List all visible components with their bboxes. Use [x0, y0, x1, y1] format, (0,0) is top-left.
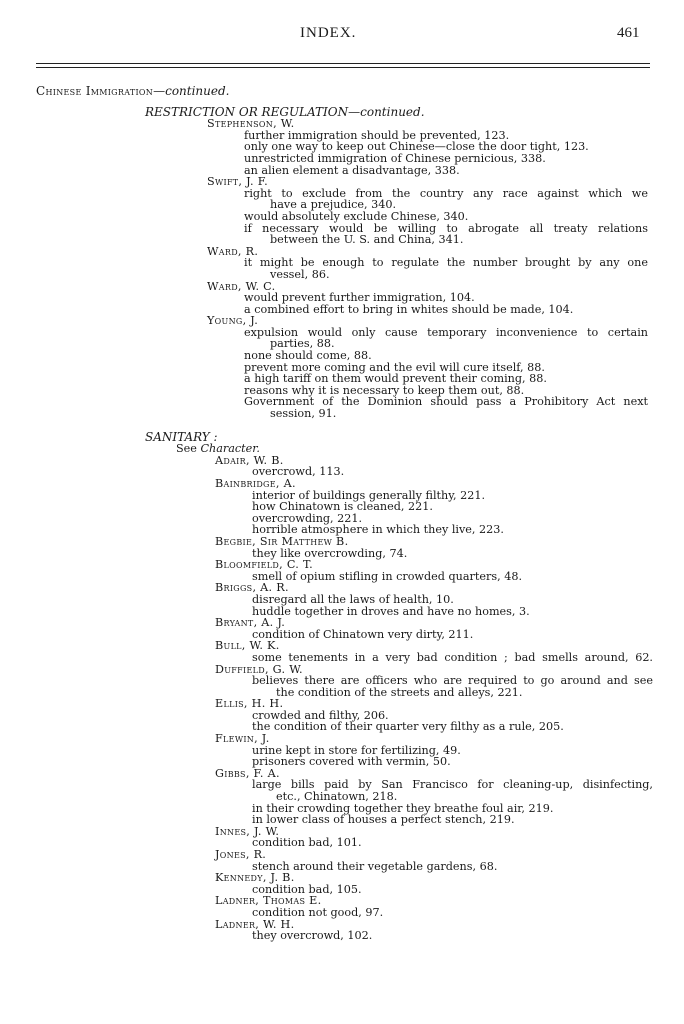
- entry-name: Briggs, A. R.: [215, 581, 289, 595]
- entry-text: horrible atmosphere in which they live, 223.: [252, 523, 504, 537]
- entry-text: it might be enough to regulate the number brought by any one: [244, 256, 648, 270]
- entry-text: a combined effort to bring in whites should be made, 104.: [244, 302, 574, 316]
- entry-text: prisoners covered with vermin, 50.: [252, 755, 451, 769]
- entry-text-continued: have a prejudice, 340.: [270, 198, 397, 212]
- index-body: [0, 86, 684, 942]
- subheading-sanitary: SANITARY :: [145, 429, 218, 444]
- entry-text: expulsion would only cause temporary inconvenience to certain: [244, 325, 648, 339]
- entry-text: prevent more coming and the evil will cure itself, 88.: [244, 360, 545, 374]
- heading-term: Chinese Immigration: [36, 84, 154, 98]
- entry-name: Bainbridge, A.: [215, 477, 296, 490]
- see-target: Character.: [200, 442, 260, 456]
- header-rule-thin: [36, 63, 650, 64]
- entry-name: Bloomfield, C. T.: [215, 558, 313, 572]
- header-rule-thick: [36, 67, 650, 68]
- entry-text: interior of buildings generally filthy, 221.: [252, 488, 486, 502]
- entry-name: Bull, W. K.: [215, 639, 280, 653]
- entry-text: large bills paid by San Francisco for cleaning-up, disinfecting,: [252, 778, 653, 792]
- entry-text: they like overcrowding, 74.: [252, 546, 408, 560]
- entry-text: further immigration should be prevented, 123.: [244, 128, 510, 142]
- entry-name: Ward, R.: [207, 244, 259, 258]
- entry-text: only one way to keep out Chinese—close the door tight, 123.: [244, 140, 589, 154]
- entry-text: believes there are officers who are required to go around and see: [252, 674, 653, 688]
- entry-text: overcrowding, 221.: [252, 511, 363, 525]
- entry-name: Jones, R.: [215, 848, 267, 861]
- entry-name: Stephenson, W.: [207, 117, 295, 131]
- entry-text: condition bad, 101.: [252, 836, 362, 850]
- entry-text-continued: vessel, 86.: [270, 267, 330, 281]
- entry-text: unrestricted immigration of Chinese pernicious, 338.: [244, 151, 546, 165]
- entry-text: smell of opium stifling in crowded quarters, 48.: [252, 569, 522, 583]
- entry-name: Ladner, W. H.: [215, 917, 295, 931]
- entry-name: Ladner, Thomas E.: [215, 894, 322, 908]
- entry-text: crowded and filthy, 206.: [252, 708, 389, 722]
- entry-text: condition not good, 97.: [252, 905, 384, 919]
- entry-name: Swift, J. F.: [207, 175, 268, 189]
- entry-name: Duffield, G. W.: [215, 662, 303, 676]
- running-title: INDEX.: [300, 25, 357, 41]
- entry-text: reasons why it is necessary to keep them out, 88.: [244, 383, 525, 397]
- entry-text: right to exclude from the country any race against which we: [244, 186, 648, 200]
- entry-text: they overcrowd, 102.: [252, 929, 373, 943]
- entry-name: Gibbs, F. A.: [215, 766, 280, 780]
- entry-text: urine kept in store for fertilizing, 49.: [252, 743, 461, 757]
- entry-name: Young, J.: [207, 314, 259, 328]
- entry-text: overcrowd, 113.: [252, 465, 345, 479]
- entry-name: Ward, W. C.: [207, 279, 276, 293]
- entry-text: how Chinatown is cleaned, 221.: [252, 500, 433, 514]
- entry-text: in their crowding together they breathe foul air, 219.: [252, 801, 554, 815]
- entry-text-continued: between the U. S. and China, 341.: [270, 233, 464, 247]
- entry-text: Government of the Dominion should pass a Prohibitory Act next: [244, 395, 648, 409]
- entry-name: Bryant, A. J.: [215, 616, 286, 630]
- entry-name: Innes, J. W.: [215, 824, 280, 838]
- entry-text-continued: session, 91.: [270, 407, 337, 421]
- entry-text: would prevent further immigration, 104.: [244, 291, 475, 305]
- subheading-restriction: RESTRICTION OR REGULATION—continued.: [145, 104, 425, 119]
- entry-text: huddle together in droves and have no homes, 3.: [252, 604, 530, 618]
- entry-text: a high tariff on them would prevent their coming, 88.: [244, 372, 547, 386]
- entry-text: in lower class of houses a perfect stench, 219.: [252, 813, 515, 827]
- entry-text-continued: parties, 88.: [270, 337, 335, 351]
- entry-text: disregard all the laws of health, 10.: [252, 592, 454, 606]
- running-header: [0, 23, 684, 47]
- entry-text: none should come, 88.: [244, 349, 372, 363]
- entry-text: would absolutely exclude Chinese, 340.: [244, 209, 469, 223]
- heading-suffix: —continued.: [153, 84, 230, 98]
- entry-text: condition bad, 105.: [252, 882, 362, 896]
- entry-text: if necessary would be willing to abrogate all treaty relations: [244, 221, 648, 235]
- entry-text: some tenements in a very bad condition ; bad smells around, 62.: [252, 650, 653, 664]
- main-heading: [0, 86, 684, 98]
- page-number: 461: [617, 25, 640, 41]
- entry-text: an alien element a disadvantage, 338.: [244, 163, 460, 177]
- see-reference: See Character.: [176, 442, 260, 456]
- entry-name: Kennedy, J. B.: [215, 871, 295, 885]
- entry-text: stench around their vegetable gardens, 68.: [252, 859, 498, 873]
- entry-name: Ellis, H. H.: [215, 697, 284, 711]
- entry-text-continued: etc., Chinatown, 218.: [276, 790, 398, 804]
- entry-text-continued: the condition of the streets and alleys, 221.: [276, 685, 523, 699]
- entry-name: Flewin, J.: [215, 732, 270, 746]
- entry-name: Begbie, Sir Matthew B.: [215, 534, 349, 548]
- entry-text: condition of Chinatown very dirty, 211.: [252, 627, 474, 641]
- entry-name: Adair, W. B.: [215, 453, 284, 467]
- entry-text: the condition of their quarter very filthy as a rule, 205.: [252, 720, 564, 734]
